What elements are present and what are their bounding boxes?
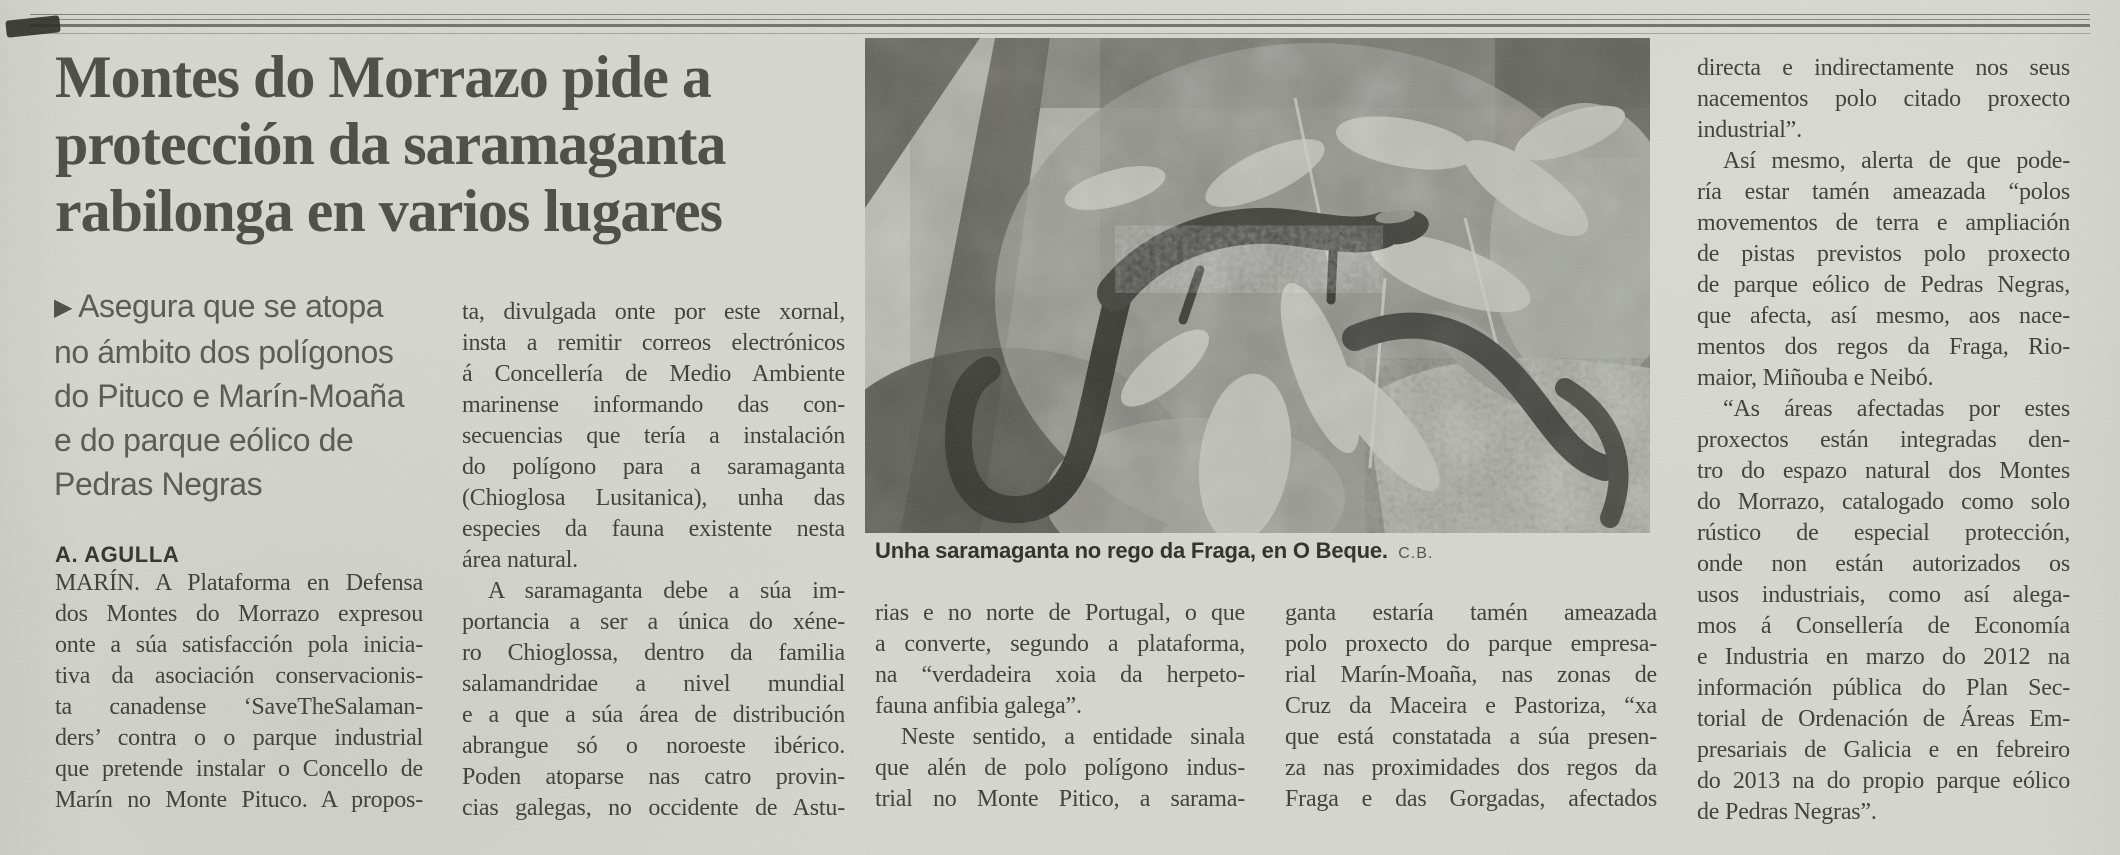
body-text-line: abrangue só o noroeste ibérico. (462, 733, 845, 759)
article-headline (55, 44, 845, 245)
body-text-line: ta canadense ‘SaveTheSalaman- (55, 694, 423, 720)
body-text-line: trial no Monte Pitico, a sarama- (875, 786, 1245, 812)
headline-line: rabilonga en varios lugares (55, 178, 722, 244)
body-text-line: usos industriais, como así alega- (1697, 582, 2070, 608)
body-text-line: na “verdadeira xoia da herpeto- (875, 662, 1245, 688)
body-text-line: torial de Ordenación de Áreas Em- (1697, 706, 2070, 732)
body-text-line: de pistas previstos polo proxecto (1697, 241, 2070, 267)
body-text-line: insta a remitir correos electrónicos (462, 330, 845, 356)
body-text-line: secuencias que tería a instalación (462, 423, 845, 449)
salamander-photo (865, 38, 1650, 533)
byline: A. AGULLA (55, 542, 180, 567)
body-column-5 (1697, 53, 2070, 828)
body-text-line: do 2013 na do propio parque eólico (1697, 768, 2070, 794)
body-text-line: de Pedras Negras”. (1697, 799, 1877, 825)
body-text-line: onte a súa satisfacción pola inicia- (55, 632, 423, 658)
body-text-line: nacementos polo citado proxecto (1697, 86, 2070, 112)
body-text-line: polo proxecto do parque empresa- (1285, 631, 1657, 657)
body-text-line: cias galegas, no occidente de Astu- (462, 795, 845, 821)
body-column-2 (462, 297, 845, 824)
standfirst-line: do Pituco e Marín-Moaña (54, 378, 405, 414)
body-text-line: do Morrazo, catalogado como solo (1697, 489, 2070, 515)
body-text-line: que está constatada a súa presen- (1285, 724, 1657, 750)
body-text-line: que afecta, así mesmo, aos nace- (1697, 303, 2070, 329)
standfirst-line: no ámbito dos polígonos (54, 334, 394, 370)
standfirst-text: Asegura que se atopa (78, 288, 384, 324)
masthead-rule (30, 14, 2090, 15)
body-text-line: ro Chioglossa, dentro da familia (462, 640, 845, 666)
body-text-line: á Concellería de Medio Ambiente (462, 361, 845, 387)
body-column-1 (55, 568, 423, 816)
body-text-line: tro do espazo natural dos Montes (1697, 458, 2070, 484)
standfirst-line: e do parque eólico de (54, 422, 354, 458)
body-text-line: proxectos están integradas den- (1697, 427, 2070, 453)
body-column-3 (875, 598, 1245, 815)
standfirst-line (54, 284, 434, 330)
body-text-line: ganta estaría tamén ameazada (1285, 600, 1657, 626)
body-text-line: A saramaganta debe a súa im- (488, 578, 845, 604)
body-text-line: e Industria en marzo do 2012 na (1697, 644, 2070, 670)
body-text-line: Neste sentido, a entidade sinala (901, 724, 1245, 750)
masthead-rule-thick (30, 24, 2090, 27)
body-text-line: maior, Miñouba e Neibó. (1697, 365, 1934, 391)
body-text-line: ría estar tamén ameazada “polos (1697, 179, 2070, 205)
body-text-line: MARÍN. A Plataforma en Defensa (55, 570, 423, 596)
photo-caption: Unha saramaganta no rego da Fraga, en O Beque. (875, 538, 1388, 563)
headline-line: Montes do Morrazo pide a (55, 44, 711, 110)
body-text-line: rústico de especial protección, (1697, 520, 2070, 546)
body-text-line: ta, divulgada onte por este xornal, (462, 299, 845, 325)
body-text-line: tiva da asociación conservacionis- (55, 663, 423, 689)
body-text-line: que pretende instalar o Concello de (55, 756, 423, 782)
body-text-line: movementos de terra e ampliación (1697, 210, 2070, 236)
body-text-line: e a que a súa área de distribución (462, 702, 845, 728)
masthead-rule (30, 33, 2090, 34)
body-text-line: de parque eólico de Pedras Negras, (1697, 272, 2070, 298)
body-text-line: Marín no Monte Pituco. A propos- (55, 787, 423, 813)
photo-caption-row (875, 538, 1645, 564)
masthead-rule (30, 19, 2090, 20)
body-text-line: (Chioglosa Lusitanica), unha das (462, 485, 845, 511)
body-text-line: especies da fauna existente nesta (462, 516, 845, 542)
body-text-line: do polígono para a saramaganta (462, 454, 845, 480)
body-text-line: mentos dos regos da Fraga, Rio- (1697, 334, 2070, 360)
body-text-line: a converte, segundo a plataforma, (875, 631, 1245, 657)
body-column-4 (1285, 598, 1657, 815)
body-text-line: presariais de Galicia e en febreiro (1697, 737, 2070, 763)
body-text-line: Poden atoparse nas catro provin- (462, 764, 845, 790)
photo-credit: C.B. (1398, 545, 1434, 562)
body-text-line: ders’ contra o o parque industrial (55, 725, 423, 751)
body-text-line: que alén de polo polígono indus- (875, 755, 1245, 781)
body-text-line: directa e indirectamente nos seus (1697, 55, 2070, 81)
body-text-line: industrial”. (1697, 117, 1802, 143)
body-text-line: información pública do Plan Sec- (1697, 675, 2070, 701)
standfirst-line: Pedras Negras (54, 466, 263, 502)
body-text-line: za nas proximidades dos regos da (1285, 755, 1657, 781)
body-text-line: onde non están autorizados os (1697, 551, 2070, 577)
body-text-line: fauna anfibia galega”. (875, 693, 1082, 719)
body-text-line: salamandridae a nivel mundial (462, 671, 845, 697)
body-text-line: Así mesmo, alerta de que pode- (1723, 148, 2070, 174)
body-text-line: rial Marín-Moaña, nas zonas de (1285, 662, 1657, 688)
body-text-line: área natural. (462, 547, 578, 573)
arrow-bullet-icon: ▶ (54, 294, 73, 321)
body-text-line: Fraga e das Gorgadas, afectados (1285, 786, 1657, 812)
body-text-line: marinense informando das con- (462, 392, 845, 418)
body-text-line: “As áreas afectadas por estes (1723, 396, 2070, 422)
body-text-line: dos Montes do Morrazo expresou (55, 601, 423, 627)
headline-line: protección da saramaganta (55, 111, 726, 177)
body-text-line: portancia a ser a única do xéne- (462, 609, 845, 635)
article-standfirst (54, 284, 434, 506)
body-text-line: rias e no norte de Portugal, o que (875, 600, 1245, 626)
salamander-photo-illustration (865, 38, 1650, 533)
body-text-line: Cruz da Maceira e Pastoriza, “xa (1285, 693, 1657, 719)
body-text-line: mos á Consellería de Economía (1697, 613, 2070, 639)
